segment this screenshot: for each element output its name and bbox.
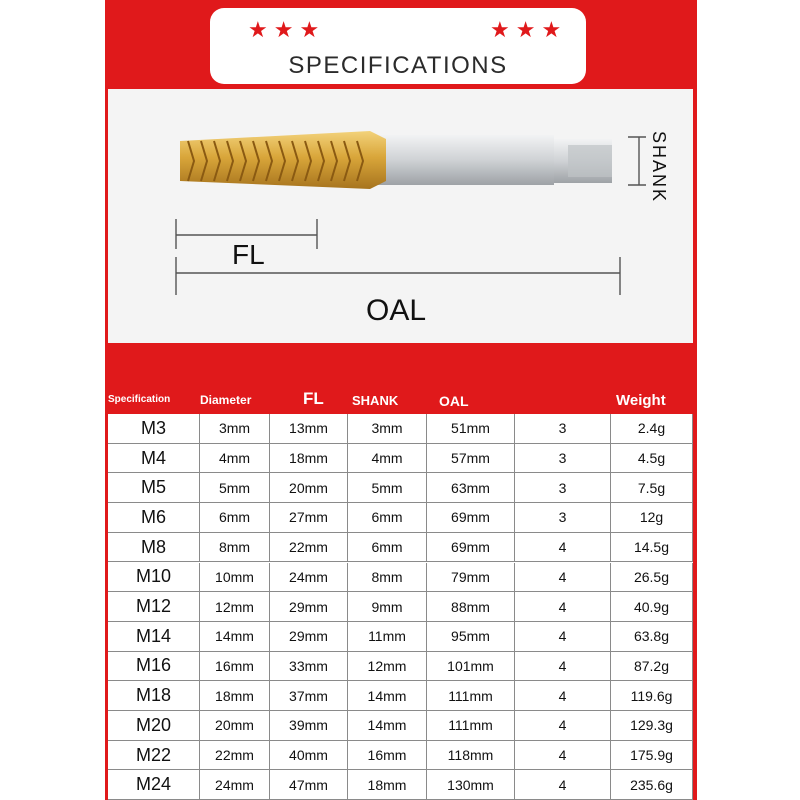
cell-oal: 69mm bbox=[427, 533, 515, 563]
cell-fl: 24mm bbox=[270, 563, 348, 593]
cell-fl: 18mm bbox=[270, 444, 348, 474]
cell-shank: 16mm bbox=[348, 741, 427, 771]
cell-diameter: 20mm bbox=[200, 711, 270, 741]
cell-weight: 119.6g bbox=[611, 681, 693, 711]
cell-oal: 130mm bbox=[427, 770, 515, 800]
cell-specification: M3 bbox=[108, 414, 200, 444]
cell-fl: 29mm bbox=[270, 622, 348, 652]
cell-oal: 88mm bbox=[427, 592, 515, 622]
cell-fl: 29mm bbox=[270, 592, 348, 622]
cell-specification: M10 bbox=[108, 563, 200, 593]
table-row bbox=[108, 444, 693, 474]
cell-flutes: 4 bbox=[515, 652, 611, 682]
cell-specification: M5 bbox=[108, 473, 200, 503]
cell-fl: 39mm bbox=[270, 711, 348, 741]
cell-fl: 20mm bbox=[270, 473, 348, 503]
table-row bbox=[108, 473, 693, 503]
cell-shank: 6mm bbox=[348, 533, 427, 563]
cell-diameter: 4mm bbox=[200, 444, 270, 474]
cell-flutes: 3 bbox=[515, 414, 611, 444]
cell-fl: 22mm bbox=[270, 533, 348, 563]
spec-table bbox=[108, 384, 693, 800]
cell-oal: 111mm bbox=[427, 711, 515, 741]
cell-diameter: 14mm bbox=[200, 622, 270, 652]
cell-weight: 87.2g bbox=[611, 652, 693, 682]
header-specification: Specification bbox=[108, 394, 171, 405]
cell-oal: 63mm bbox=[427, 473, 515, 503]
cell-weight: 175.9g bbox=[611, 741, 693, 771]
cell-shank: 6mm bbox=[348, 503, 427, 533]
table-row bbox=[108, 563, 693, 593]
header-fl: FL bbox=[303, 389, 324, 408]
cell-diameter: 12mm bbox=[200, 592, 270, 622]
tap-shank bbox=[378, 135, 612, 185]
cell-oal: 118mm bbox=[427, 741, 515, 771]
cell-specification: M18 bbox=[108, 681, 200, 711]
table-body bbox=[108, 414, 693, 800]
cell-shank: 3mm bbox=[348, 414, 427, 444]
cell-specification: M14 bbox=[108, 622, 200, 652]
table-header bbox=[108, 384, 693, 414]
cell-weight: 4.5g bbox=[611, 444, 693, 474]
cell-weight: 26.5g bbox=[611, 563, 693, 593]
header-banner bbox=[210, 8, 586, 84]
cell-oal: 51mm bbox=[427, 414, 515, 444]
header-weight: Weight bbox=[616, 392, 666, 409]
cell-weight: 129.3g bbox=[611, 711, 693, 741]
cell-weight: 40.9g bbox=[611, 592, 693, 622]
cell-diameter: 3mm bbox=[200, 414, 270, 444]
cell-specification: M8 bbox=[108, 533, 200, 563]
cell-fl: 37mm bbox=[270, 681, 348, 711]
tap-dimension-diagram bbox=[108, 89, 693, 343]
cell-flutes: 3 bbox=[515, 444, 611, 474]
cell-diameter: 16mm bbox=[200, 652, 270, 682]
cell-fl: 47mm bbox=[270, 770, 348, 800]
cell-specification: M4 bbox=[108, 444, 200, 474]
cell-weight: 235.6g bbox=[611, 770, 693, 800]
cell-weight: 12g bbox=[611, 503, 693, 533]
cell-shank: 14mm bbox=[348, 681, 427, 711]
cell-flutes: 4 bbox=[515, 592, 611, 622]
table-row bbox=[108, 622, 693, 652]
table-row bbox=[108, 592, 693, 622]
cell-diameter: 5mm bbox=[200, 473, 270, 503]
cell-oal: 79mm bbox=[427, 563, 515, 593]
cell-specification: M22 bbox=[108, 741, 200, 771]
cell-shank: 5mm bbox=[348, 473, 427, 503]
cell-flutes: 4 bbox=[515, 681, 611, 711]
cell-flutes: 3 bbox=[515, 503, 611, 533]
cell-weight: 7.5g bbox=[611, 473, 693, 503]
cell-shank: 12mm bbox=[348, 652, 427, 682]
stars-right-icon: ★★★ bbox=[490, 18, 568, 43]
table-row bbox=[108, 681, 693, 711]
cell-oal: 111mm bbox=[427, 681, 515, 711]
table-row bbox=[108, 770, 693, 800]
cell-oal: 101mm bbox=[427, 652, 515, 682]
cell-diameter: 10mm bbox=[200, 563, 270, 593]
oal-label: OAL bbox=[366, 294, 427, 327]
cell-weight: 14.5g bbox=[611, 533, 693, 563]
cell-oal: 57mm bbox=[427, 444, 515, 474]
cell-diameter: 22mm bbox=[200, 741, 270, 771]
cell-flutes: 4 bbox=[515, 563, 611, 593]
cell-shank: 18mm bbox=[348, 770, 427, 800]
cell-flutes: 3 bbox=[515, 473, 611, 503]
cell-specification: M6 bbox=[108, 503, 200, 533]
cell-shank: 9mm bbox=[348, 592, 427, 622]
cell-fl: 40mm bbox=[270, 741, 348, 771]
cell-specification: M20 bbox=[108, 711, 200, 741]
cell-shank: 4mm bbox=[348, 444, 427, 474]
cell-diameter: 18mm bbox=[200, 681, 270, 711]
cell-flutes: 4 bbox=[515, 770, 611, 800]
cell-oal: 69mm bbox=[427, 503, 515, 533]
table-row bbox=[108, 533, 693, 563]
cell-specification: M12 bbox=[108, 592, 200, 622]
cell-fl: 33mm bbox=[270, 652, 348, 682]
cell-flutes: 4 bbox=[515, 741, 611, 771]
cell-diameter: 8mm bbox=[200, 533, 270, 563]
cell-diameter: 6mm bbox=[200, 503, 270, 533]
header-diameter: Diameter bbox=[200, 393, 252, 407]
tap-thread-body bbox=[180, 131, 386, 189]
table-row bbox=[108, 652, 693, 682]
cell-flutes: 4 bbox=[515, 622, 611, 652]
header-shank: SHANK bbox=[352, 393, 399, 408]
cell-fl: 27mm bbox=[270, 503, 348, 533]
cell-fl: 13mm bbox=[270, 414, 348, 444]
cell-flutes: 4 bbox=[515, 533, 611, 563]
header-oal: OAL bbox=[439, 393, 469, 409]
fl-label: FL bbox=[232, 239, 265, 270]
cell-shank: 11mm bbox=[348, 622, 427, 652]
page-title: SPECIFICATIONS bbox=[288, 52, 508, 79]
cell-shank: 8mm bbox=[348, 563, 427, 593]
cell-weight: 2.4g bbox=[611, 414, 693, 444]
table-row bbox=[108, 414, 693, 444]
shank-label: SHANK bbox=[649, 131, 669, 204]
stars-left-icon: ★★★ bbox=[248, 18, 326, 43]
cell-oal: 95mm bbox=[427, 622, 515, 652]
table-row bbox=[108, 711, 693, 741]
cell-diameter: 24mm bbox=[200, 770, 270, 800]
cell-specification: M16 bbox=[108, 652, 200, 682]
cell-flutes: 4 bbox=[515, 711, 611, 741]
table-row bbox=[108, 741, 693, 771]
table-row bbox=[108, 503, 693, 533]
cell-weight: 63.8g bbox=[611, 622, 693, 652]
cell-specification: M24 bbox=[108, 770, 200, 800]
cell-shank: 14mm bbox=[348, 711, 427, 741]
